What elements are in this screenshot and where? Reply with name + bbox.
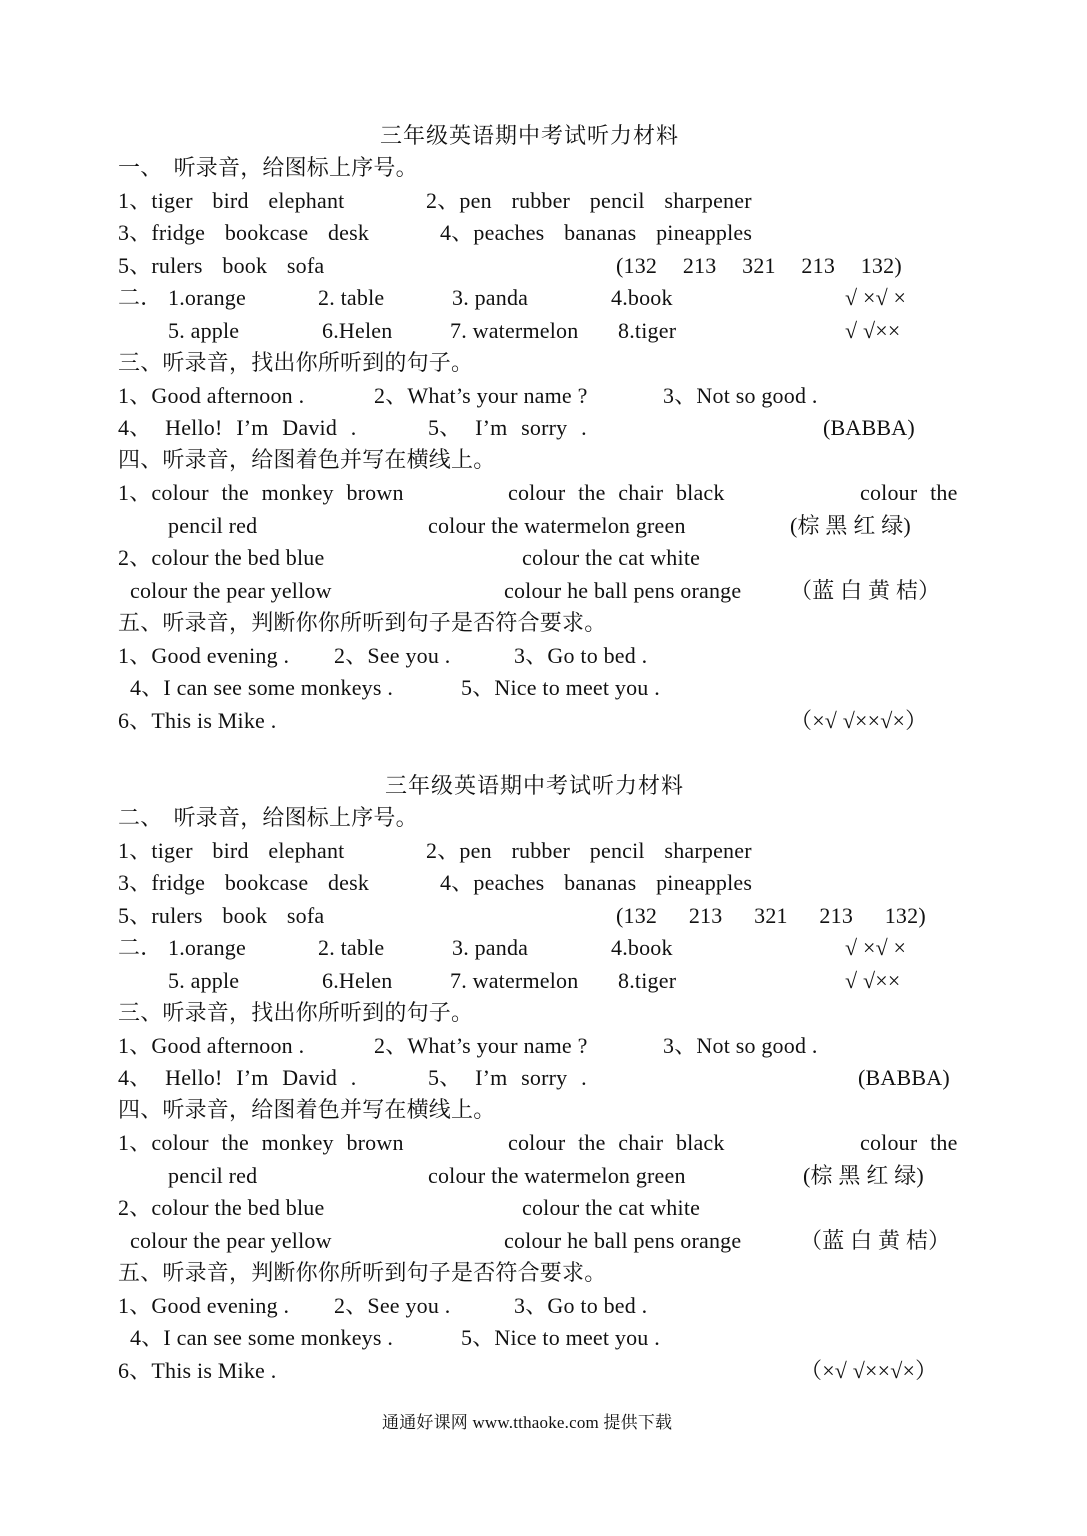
sheet1-s5-sentence: 6、This is Mike . (118, 708, 277, 733)
sheet2-s5-sentence: 4、I can see some monkeys . (130, 1325, 394, 1350)
sheet1-s4-phrase: 2、colour the bed blue (118, 545, 325, 570)
sheet1-s4-phrase: colour the (860, 480, 958, 505)
sheet1-s2-item: 2. table (318, 285, 385, 310)
sheet1-s2-item: 6.Helen (322, 318, 393, 343)
sheet1-s2-answer1: √ ×√ × (845, 285, 907, 310)
sheet2-s2-item: 7. watermelon (450, 968, 579, 993)
sheet1-s5-answer: （×√ √××√×） (790, 708, 928, 733)
sheet2-s2-item: 8.tiger (618, 968, 677, 993)
sheet2-s2-item: 6.Helen (322, 968, 393, 993)
sheet2-s5-sentence: 2、See you . (334, 1293, 451, 1318)
sheet2-s4-phrase: colour the watermelon green (428, 1163, 686, 1188)
sheet1-s3-answer: (BABBA) (823, 415, 915, 440)
sheet2-section5-heading: 五、听录音，判断你你所听到句子是否符合要求。 (118, 1260, 607, 1285)
sheet1-s3-sentence: 3、Not so good . (663, 383, 818, 408)
sheet1-s1-line2a: 3、fridge bookcase desk (118, 220, 370, 245)
sheet1-section4-heading: 四、听录音，给图着色并写在横线上。 (118, 447, 496, 472)
sheet1-section1-heading: 一、 听录音，给图标上序号。 (118, 155, 418, 180)
sheet2-s3-sentence: 1、Good afternoon . (118, 1033, 305, 1058)
sheet1-s1-line1b: 2、pen rubber pencil sharpener (426, 188, 752, 213)
sheet2-s4-answer2: （蓝 白 黄 桔） (800, 1228, 951, 1253)
sheet2-s1-answer: (132 213 321 213 132) (616, 903, 926, 928)
sheet1-s4-phrase: 1、colour the monkey brown (118, 480, 404, 505)
sheet2-title: 三年级英语期中考试听力材料 (385, 773, 685, 798)
sheet2-s1-line1b: 2、pen rubber pencil sharpener (426, 838, 752, 863)
sheet2-s5-sentence: 6、This is Mike . (118, 1358, 277, 1383)
sheet1-s3-sentence: 1、Good afternoon . (118, 383, 305, 408)
sheet2-s4-phrase: colour the (860, 1130, 958, 1155)
sheet1-s3-sentence: 2、What’s your name ? (374, 383, 588, 408)
sheet1-s3-sentence: 5、 I’m sorry . (428, 415, 587, 440)
sheet2-s3-sentence: 5、 I’m sorry . (428, 1065, 587, 1090)
sheet2-s1-line2a: 3、fridge bookcase desk (118, 870, 370, 895)
sheet2-s3-answer: (BABBA) (858, 1065, 950, 1090)
sheet1-s4-answer1: (棕 黑 红 绿) (790, 513, 911, 538)
sheet1-s2-item: 5. apple (168, 318, 240, 343)
sheet2-s1-line1a: 1、tiger bird elephant (118, 838, 345, 863)
sheet1-s4-answer2: （蓝 白 黄 桔） (790, 578, 941, 603)
sheet1-s1-line3a: 5、rulers book sofa (118, 253, 325, 278)
sheet2-s3-sentence: 3、Not so good . (663, 1033, 818, 1058)
sheet1-s4-phrase: colour the cat white (522, 545, 701, 570)
sheet2-s2-item: 1.orange (168, 935, 246, 960)
sheet2-s2-item: 2. table (318, 935, 385, 960)
sheet2-s2-item: 5. apple (168, 968, 240, 993)
sheet2-s5-sentence: 3、Go to bed . (514, 1293, 648, 1318)
sheet2-s2-answer1: √ ×√ × (845, 935, 907, 960)
sheet2-s4-phrase: colour the cat white (522, 1195, 701, 1220)
sheet1-s1-line1a: 1、tiger bird elephant (118, 188, 345, 213)
sheet1-section5-heading: 五、听录音，判断你你所听到句子是否符合要求。 (118, 610, 607, 635)
sheet1-s2-item: 7. watermelon (450, 318, 579, 343)
sheet1-s5-sentence: 3、Go to bed . (514, 643, 648, 668)
sheet1-section3-heading: 三、听录音，找出你所听到的句子。 (118, 350, 474, 375)
sheet1-s2-item: 4.book (611, 285, 673, 310)
sheet1-title: 三年级英语期中考试听力材料 (380, 123, 680, 148)
sheet1-s4-phrase: colour the watermelon green (428, 513, 686, 538)
sheet2-s3-sentence: 2、What’s your name ? (374, 1033, 588, 1058)
sheet2-s2-item: 4.book (611, 935, 673, 960)
footer-credit: 通通好课网 www.tthaoke.com 提供下载 (382, 1413, 673, 1432)
sheet2-s4-phrase: colour the chair black (508, 1130, 725, 1155)
sheet2-s5-sentence: 1、Good evening . (118, 1293, 290, 1318)
sheet2-section3-heading: 三、听录音，找出你所听到的句子。 (118, 1000, 474, 1025)
sheet2-s4-phrase: 1、colour the monkey brown (118, 1130, 404, 1155)
sheet2-s4-answer1: (棕 黑 红 绿) (803, 1163, 924, 1188)
sheet2-s5-answer: （×√ √××√×） (800, 1358, 938, 1383)
sheet1-s4-phrase: colour the pear yellow (130, 578, 332, 603)
sheet2-s1-line2b: 4、peaches bananas pineapples (440, 870, 753, 895)
sheet1-s3-sentence: 4、 Hello! I’m David . (118, 415, 357, 440)
sheet1-s4-phrase: colour the chair black (508, 480, 725, 505)
sheet1-s2-item: 3. panda (452, 285, 529, 310)
sheet2-s4-phrase: 2、colour the bed blue (118, 1195, 325, 1220)
sheet2-section1-heading: 二、 听录音，给图标上序号。 (118, 805, 418, 830)
sheet2-s2-item: 3. panda (452, 935, 529, 960)
sheet1-s2-answer2: √ √×× (845, 318, 901, 343)
sheet2-s4-phrase: colour he ball pens orange (504, 1228, 742, 1253)
sheet1-s5-sentence: 1、Good evening . (118, 643, 290, 668)
sheet1-s2-item: 8.tiger (618, 318, 677, 343)
sheet1-s2-prefix: 二． (118, 285, 163, 310)
sheet1-s2-item: 1.orange (168, 285, 246, 310)
sheet1-s5-sentence: 4、I can see some monkeys . (130, 675, 394, 700)
sheet2-s1-line3a: 5、rulers book sofa (118, 903, 325, 928)
sheet2-s3-sentence: 4、 Hello! I’m David . (118, 1065, 357, 1090)
sheet2-s4-phrase: colour the pear yellow (130, 1228, 332, 1253)
sheet1-s1-answer: (132 213 321 213 132) (616, 253, 902, 278)
sheet1-s4-phrase: pencil red (168, 513, 258, 538)
sheet2-s4-phrase: pencil red (168, 1163, 258, 1188)
sheet1-s5-sentence: 2、See you . (334, 643, 451, 668)
sheet2-s2-prefix: 二． (118, 935, 163, 960)
sheet1-s1-line2b: 4、peaches bananas pineapples (440, 220, 753, 245)
sheet2-s5-sentence: 5、Nice to meet you . (461, 1325, 660, 1350)
sheet2-s2-answer2: √ √×× (845, 968, 901, 993)
sheet1-s5-sentence: 5、Nice to meet you . (461, 675, 660, 700)
sheet1-s4-phrase: colour he ball pens orange (504, 578, 742, 603)
sheet2-section4-heading: 四、听录音，给图着色并写在横线上。 (118, 1097, 496, 1122)
